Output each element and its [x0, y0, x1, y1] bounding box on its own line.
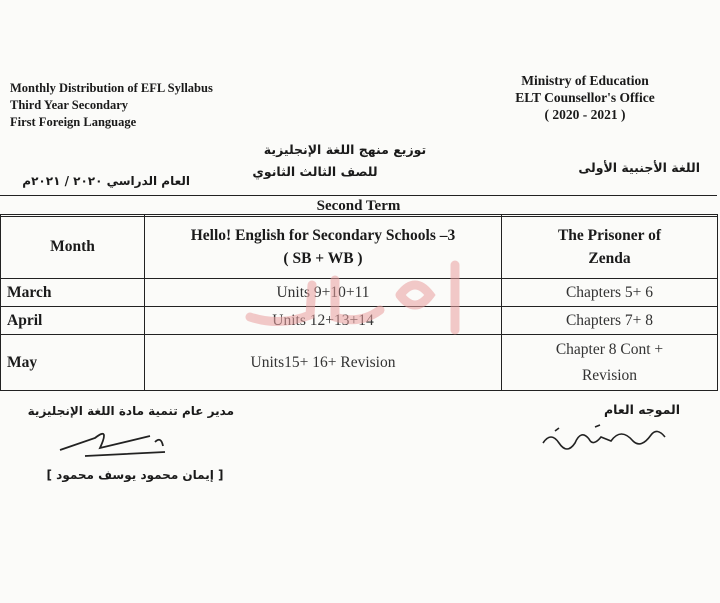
term-title: Second Term — [0, 195, 717, 217]
right-signatory-title: الموجه العام — [603, 402, 680, 417]
syllabus-table — [0, 214, 718, 391]
cell-month: May — [1, 335, 145, 391]
header-novel-line1: The Prisoner of — [557, 226, 662, 244]
right-signature — [535, 415, 685, 455]
header-left-line3: First Foreign Language — [10, 115, 137, 129]
cell-novel: Chapters 7+ 8 — [502, 307, 718, 335]
header-left — [10, 80, 213, 131]
table-row — [1, 307, 718, 335]
left-signature — [55, 418, 185, 463]
cell-novel: Chapters 5+ 6 — [502, 279, 718, 307]
header-right — [470, 72, 700, 123]
arabic-language: اللغة الأجنبية الأولى — [578, 160, 700, 175]
left-signatory-title: مدير عام تنمية مادة اللغة الإنجليزية — [27, 404, 234, 418]
cell-book: Units15+ 16+ Revision — [145, 335, 502, 391]
cell-novel — [502, 335, 718, 391]
cell-book: Units 12+13+14 — [145, 307, 502, 335]
header-book — [145, 215, 502, 279]
cell-book: Units 9+10+11 — [145, 279, 502, 307]
cell-month: March — [1, 279, 145, 307]
header-left-line1: Monthly Distribution of EFL Syllabus — [10, 81, 213, 95]
arabic-title: توزيع منهج اللغة الإنجليزية — [263, 142, 427, 157]
left-signatory-name: [ إيمان محمود يوسف محمود ] — [46, 468, 224, 482]
header-right-line1: Ministry of Education — [521, 73, 649, 88]
table-row — [1, 279, 718, 307]
header-left-line2: Third Year Secondary — [10, 98, 129, 112]
arabic-year: العام الدراسي ٢٠٢٠ / ٢٠٢١م — [22, 174, 190, 188]
header-novel-line2: Zenda — [588, 249, 631, 267]
cell-novel-line2: Revision — [581, 366, 638, 384]
header-right-line2: ELT Counsellor's Office — [515, 90, 655, 105]
table-header-row — [1, 215, 718, 279]
header-novel — [502, 215, 718, 279]
header-month: Month — [1, 215, 145, 279]
cell-novel-line1: Chapter 8 Cont + — [555, 340, 664, 358]
arabic-grade: للصف الثالث الثانوي — [252, 164, 378, 179]
header-right-line3: ( 2020 - 2021 ) — [544, 107, 626, 122]
table-row — [1, 335, 718, 391]
header-book-line1: Hello! English for Secondary Schools –3 — [190, 226, 456, 244]
header-book-line2: ( SB + WB ) — [283, 249, 363, 267]
cell-month: April — [1, 307, 145, 335]
